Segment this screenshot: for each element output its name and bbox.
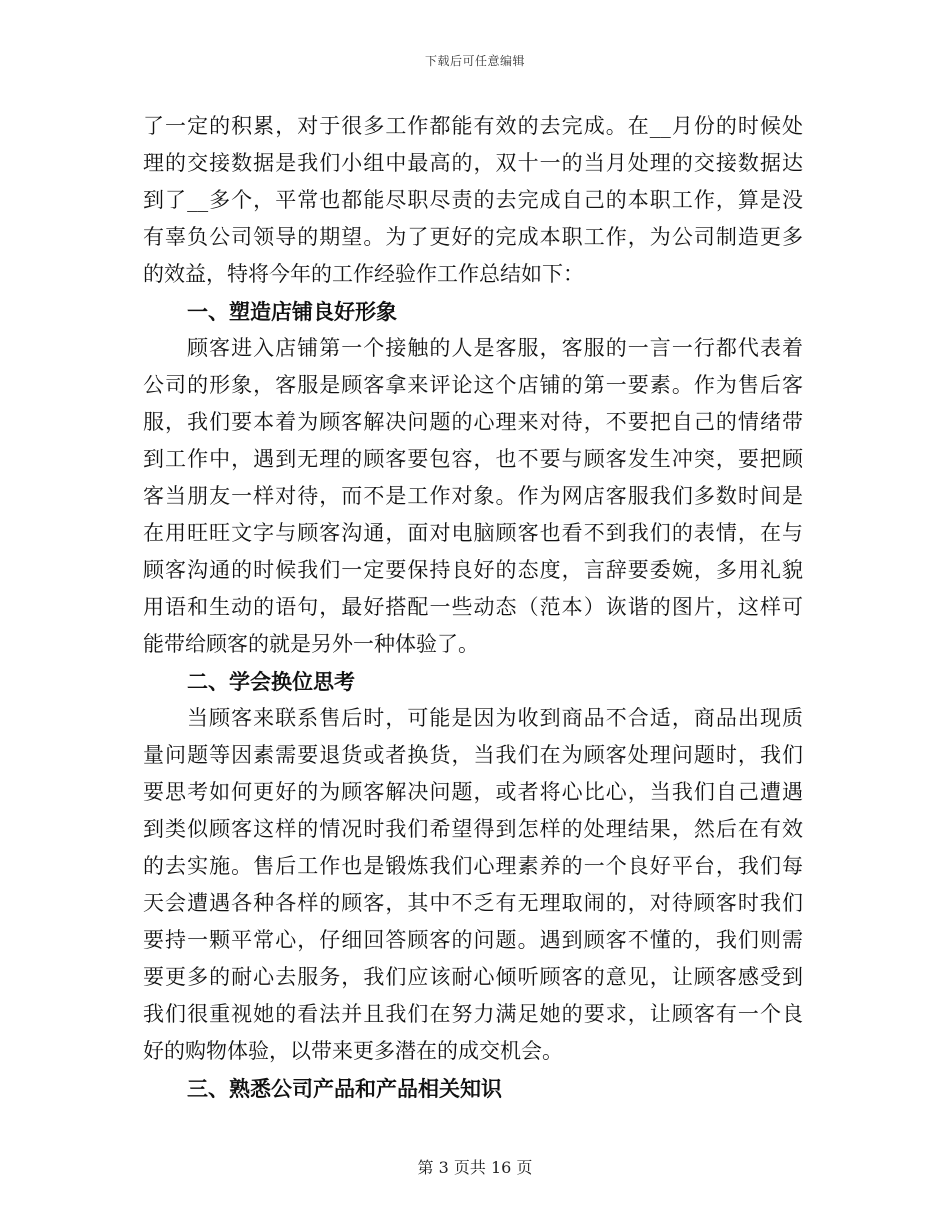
text-line: 的效益，特将今年的工作经验作工作总结如下： bbox=[143, 262, 584, 286]
text-line: 到类似顾客这样的情况时我们希望得到怎样的处理结果，然后在有效 bbox=[143, 817, 803, 841]
text-line: 公司的形象，客服是顾客拿来评论这个店铺的第一要素。作为售后客 bbox=[143, 373, 803, 397]
text-line: 量问题等因素需要退货或者换货，当我们在为顾客处理问题时，我们 bbox=[143, 743, 803, 767]
section-heading-1: 一、塑造店铺良好形象 bbox=[187, 299, 397, 324]
text-line: 的去实施。售后工作也是锻炼我们心理素养的一个良好平台，我们每 bbox=[143, 854, 803, 878]
text-line: 能带给顾客的就是另外一种体验了。 bbox=[143, 632, 479, 656]
text-line: 理的交接数据是我们小组中最高的，双十一的当月处理的交接数据达 bbox=[143, 151, 803, 175]
text-line: 要思考如何更好的为顾客解决问题，或者将心比心，当我们自己遭遇 bbox=[143, 780, 803, 804]
text-line: 到了__多个，平常也都能尽职尽责的去完成自己的本职工作，算是没 bbox=[143, 188, 803, 212]
text-line: 天会遭遇各种各样的顾客，其中不乏有无理取闹的，对待顾客时我们 bbox=[143, 891, 803, 915]
text-line: 在用旺旺文字与顾客沟通，面对电脑顾客也看不到我们的表情，在与 bbox=[143, 521, 803, 545]
paragraph-empathy bbox=[143, 700, 803, 1070]
document-body bbox=[143, 108, 803, 1107]
text-line: 了一定的积累，对于很多工作都能有效的去完成。在__月份的时候处 bbox=[143, 114, 803, 138]
text-line: 好的购物体验，以带来更多潜在的成交机会。 bbox=[143, 1039, 563, 1063]
text-line: 到工作中，遇到无理的顾客要包容，也不要与顾客发生冲突，要把顾 bbox=[143, 447, 803, 471]
section-heading-3: 三、熟悉公司产品和产品相关知识 bbox=[187, 1076, 502, 1101]
page-footer: 第 3 页共 16 页 bbox=[417, 1158, 533, 1177]
paragraph-intro bbox=[143, 108, 803, 293]
section-heading-2: 二、学会换位思考 bbox=[187, 669, 355, 694]
text-line: 顾客沟通的时候我们一定要保持良好的态度，言辞要委婉，多用礼貌 bbox=[143, 558, 803, 582]
page-header: 下载后可任意编辑 bbox=[424, 54, 525, 68]
text-line: 服，我们要本着为顾客解决问题的心理来对待，不要把自己的情绪带 bbox=[143, 410, 803, 434]
text-line: 当顾客来联系售后时，可能是因为收到商品不合适，商品出现质 bbox=[187, 706, 803, 730]
text-line: 客当朋友一样对待，而不是工作对象。作为网店客服我们多数时间是 bbox=[143, 484, 803, 508]
paragraph-store-image bbox=[143, 330, 803, 663]
text-line: 顾客进入店铺第一个接触的人是客服，客服的一言一行都代表着 bbox=[187, 336, 803, 360]
text-line: 要更多的耐心去服务，我们应该耐心倾听顾客的意见，让顾客感受到 bbox=[143, 965, 803, 989]
text-line: 我们很重视她的看法并且我们在努力满足她的要求，让顾客有一个良 bbox=[143, 1002, 803, 1026]
text-line: 要持一颗平常心，仔细回答顾客的问题。遇到顾客不懂的，我们则需 bbox=[143, 928, 803, 952]
text-line: 用语和生动的语句，最好搭配一些动态（范本）诙谐的图片，这样可 bbox=[143, 595, 803, 619]
text-line: 有辜负公司领导的期望。为了更好的完成本职工作，为公司制造更多 bbox=[143, 225, 803, 249]
